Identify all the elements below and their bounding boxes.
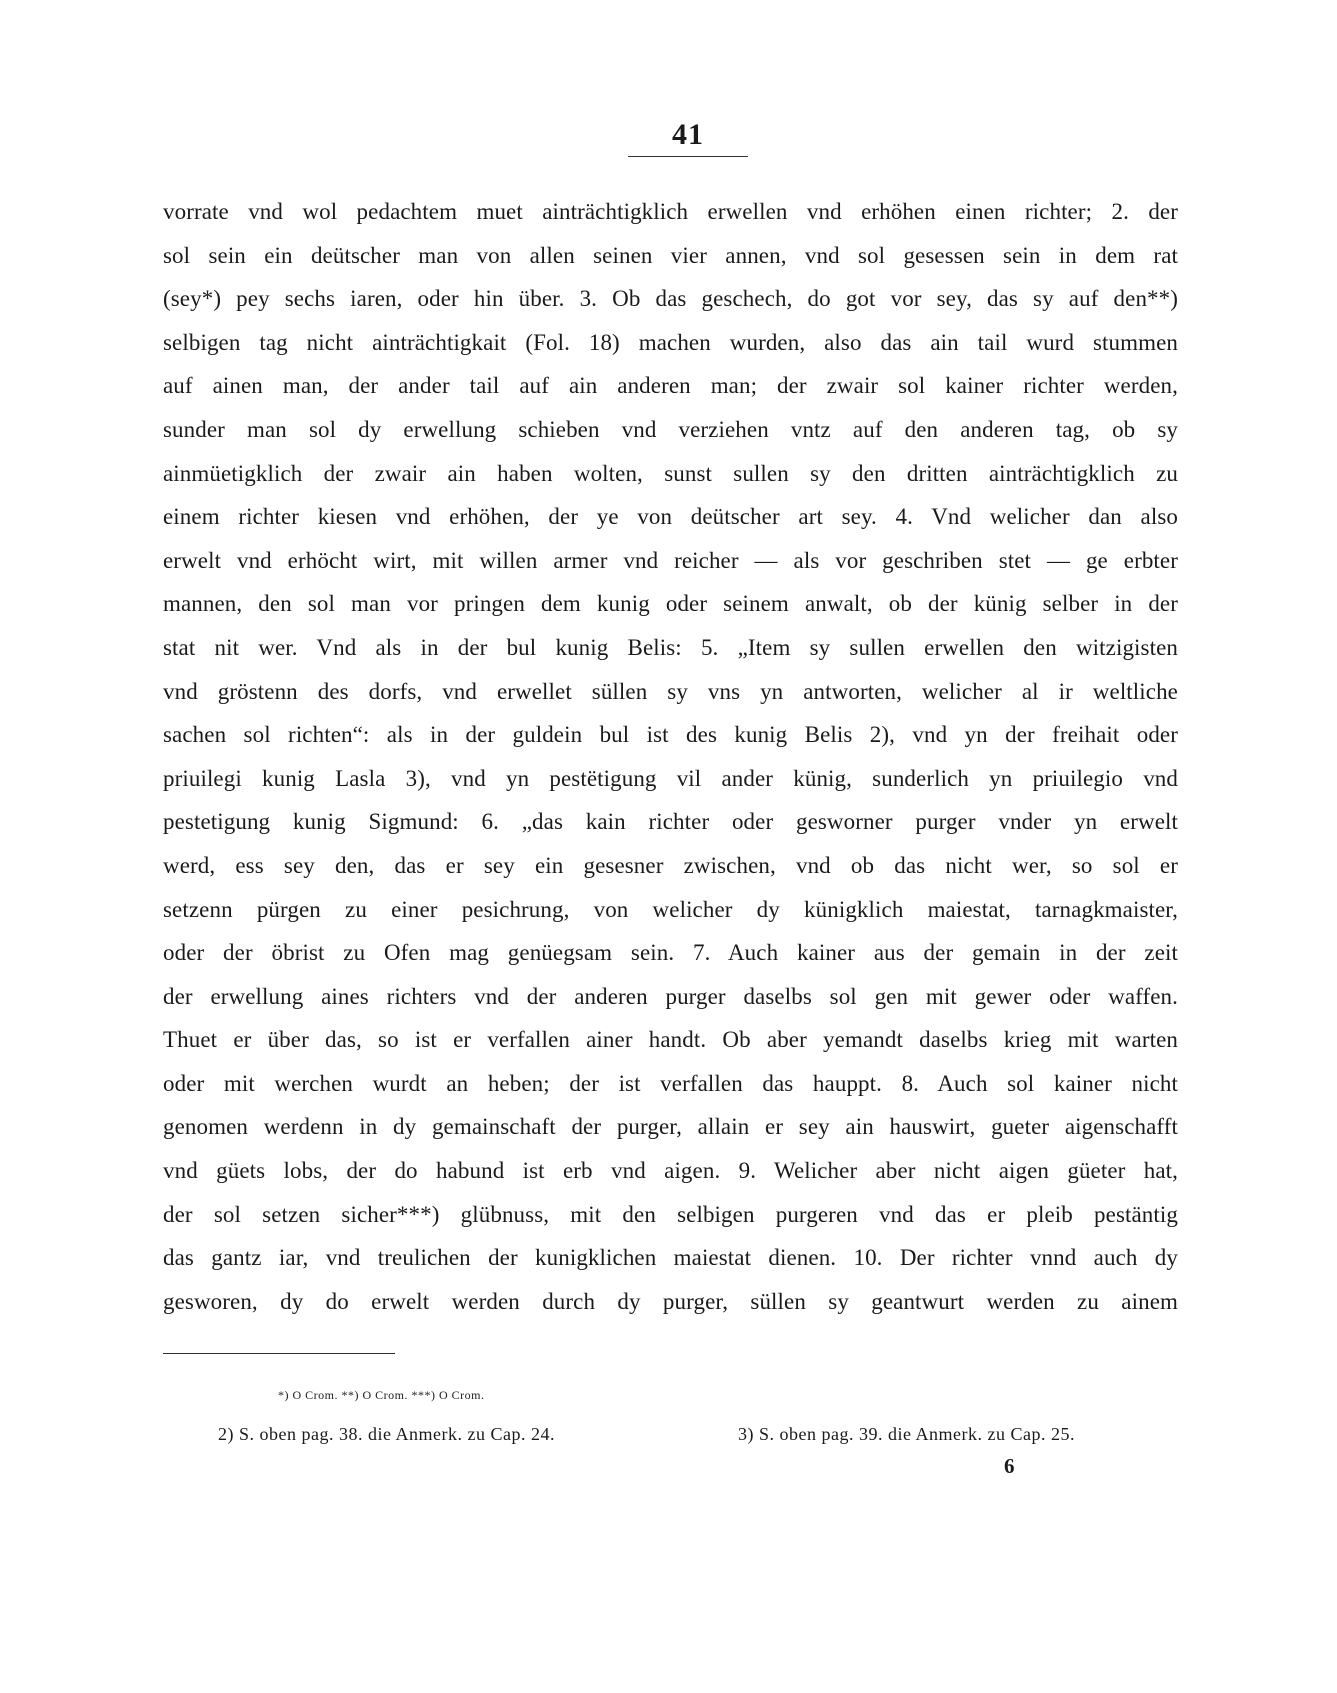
text-line: selbigen tag nicht ainträchtigkait (Fol. 18) machen wurden, also das ain tail wurd stummen [163, 329, 1178, 355]
text-line: sunder man sol dy erwellung schieben vnd verziehen vntz auf den anderen tag, ob sy [163, 416, 1178, 442]
text-line: vorrate vnd wol pedachtem muet ainträchtigklich erwellen vnd erhöhen einen richter; 2. der [163, 199, 1178, 224]
text-line: Thuet er über das, so ist er verfallen ainer handt. Ob aber yemandt daselbs krieg mit warten [163, 1027, 1178, 1053]
text-line: pestetigung kunig Sigmund: 6. „das kain richter oder gesworner purger vnder yn erwelt [163, 809, 1178, 835]
text-line: sachen sol richten“: als in der guldein bul ist des kunig Belis 2), vnd yn der freihait oder [163, 722, 1178, 748]
text-line: der sol setzen sicher***) glübnuss, mit den selbigen purgeren vnd das er pleib pestäntig [163, 1201, 1178, 1227]
text-line: werd, ess sey den, das er sey ein gesesner zwischen, vnd ob das nicht wer, so sol er [163, 852, 1178, 878]
footnote-2: 2) S. oben pag. 38. die Anmerk. zu Cap. 24. [218, 1424, 555, 1444]
text-line: oder mit werchen wurdt an heben; der ist verfallen das hauppt. 8. Auch sol kainer nicht [163, 1070, 1178, 1096]
text-line: vnd güets lobs, der do habund ist erb vnd aigen. 9. Welicher aber nicht aigen güeter hat, [163, 1158, 1178, 1184]
text-line: genomen werdenn in dy gemainschaft der purger, allain er sey ain hauswirt, gueter aigenschafft [163, 1114, 1178, 1140]
text-line: erwelt vnd erhöcht wirt, mit willen armer vnd reicher — als vor geschriben stet — ge erbter [163, 547, 1178, 573]
footnote-star-notes: *) O Crom. **) O Crom. ***) O Crom. [278, 1388, 485, 1402]
page-number: 41 [672, 118, 704, 151]
text-line: einem richter kiesen vnd erhöhen, der ye von deütscher art sey. 4. Vnd welicher dan also [163, 504, 1178, 530]
page-number-rule [628, 156, 748, 157]
signature-mark: 6 [1004, 1454, 1015, 1478]
body-text [163, 190, 1178, 1323]
text-line: oder der öbrist zu Ofen mag genüegsam sein. 7. Auch kainer aus der gemain in der zeit [163, 940, 1178, 966]
text-line: stat nit wer. Vnd als in der bul kunig Belis: 5. „Item sy sullen erwellen den witzigisten [163, 634, 1178, 660]
text-line: mannen, den sol man vor pringen dem kunig oder seinem anwalt, ob der künig selber in der [163, 591, 1178, 617]
text-line: (sey*) pey sechs iaren, oder hin über. 3. Ob das geschech, do got vor sey, das sy auf den**) [163, 286, 1178, 312]
text-line: das gantz iar, vnd treulichen der kunigklichen maiestat dienen. 10. Der richter vnnd auch dy [163, 1245, 1178, 1271]
text-line: priuilegi kunig Lasla 3), vnd yn pestëtigung vil ander künig, sunderlich yn priuilegio vnd [163, 765, 1178, 791]
text-line: vnd gröstenn des dorfs, vnd erwellet süllen sy vns yn antworten, welicher al ir weltliche [163, 678, 1178, 704]
footnote-separator [163, 1353, 395, 1354]
text-line: ainmüetigklich der zwair ain haben wolten, sunst sullen sy den dritten ainträchtigklich zu [163, 460, 1178, 486]
footnote-3: 3) S. oben pag. 39. die Anmerk. zu Cap. 25. [738, 1424, 1075, 1444]
text-line: auf ainen man, der ander tail auf ain anderen man; der zwair sol kainer richter werden, [163, 373, 1178, 399]
text-line: der erwellung aines richters vnd der anderen purger daselbs sol gen mit gewer oder waffen. [163, 983, 1178, 1009]
text-line: sol sein ein deütscher man von allen seinen vier annen, vnd sol gesessen sein in dem rat [163, 242, 1178, 268]
text-line: setzenn pürgen zu einer pesichrung, von welicher dy künigklich maiestat, tarnagkmaister, [163, 896, 1178, 922]
text-line: gesworen, dy do erwelt werden durch dy purger, süllen sy geantwurt werden zu ainem [163, 1288, 1178, 1314]
